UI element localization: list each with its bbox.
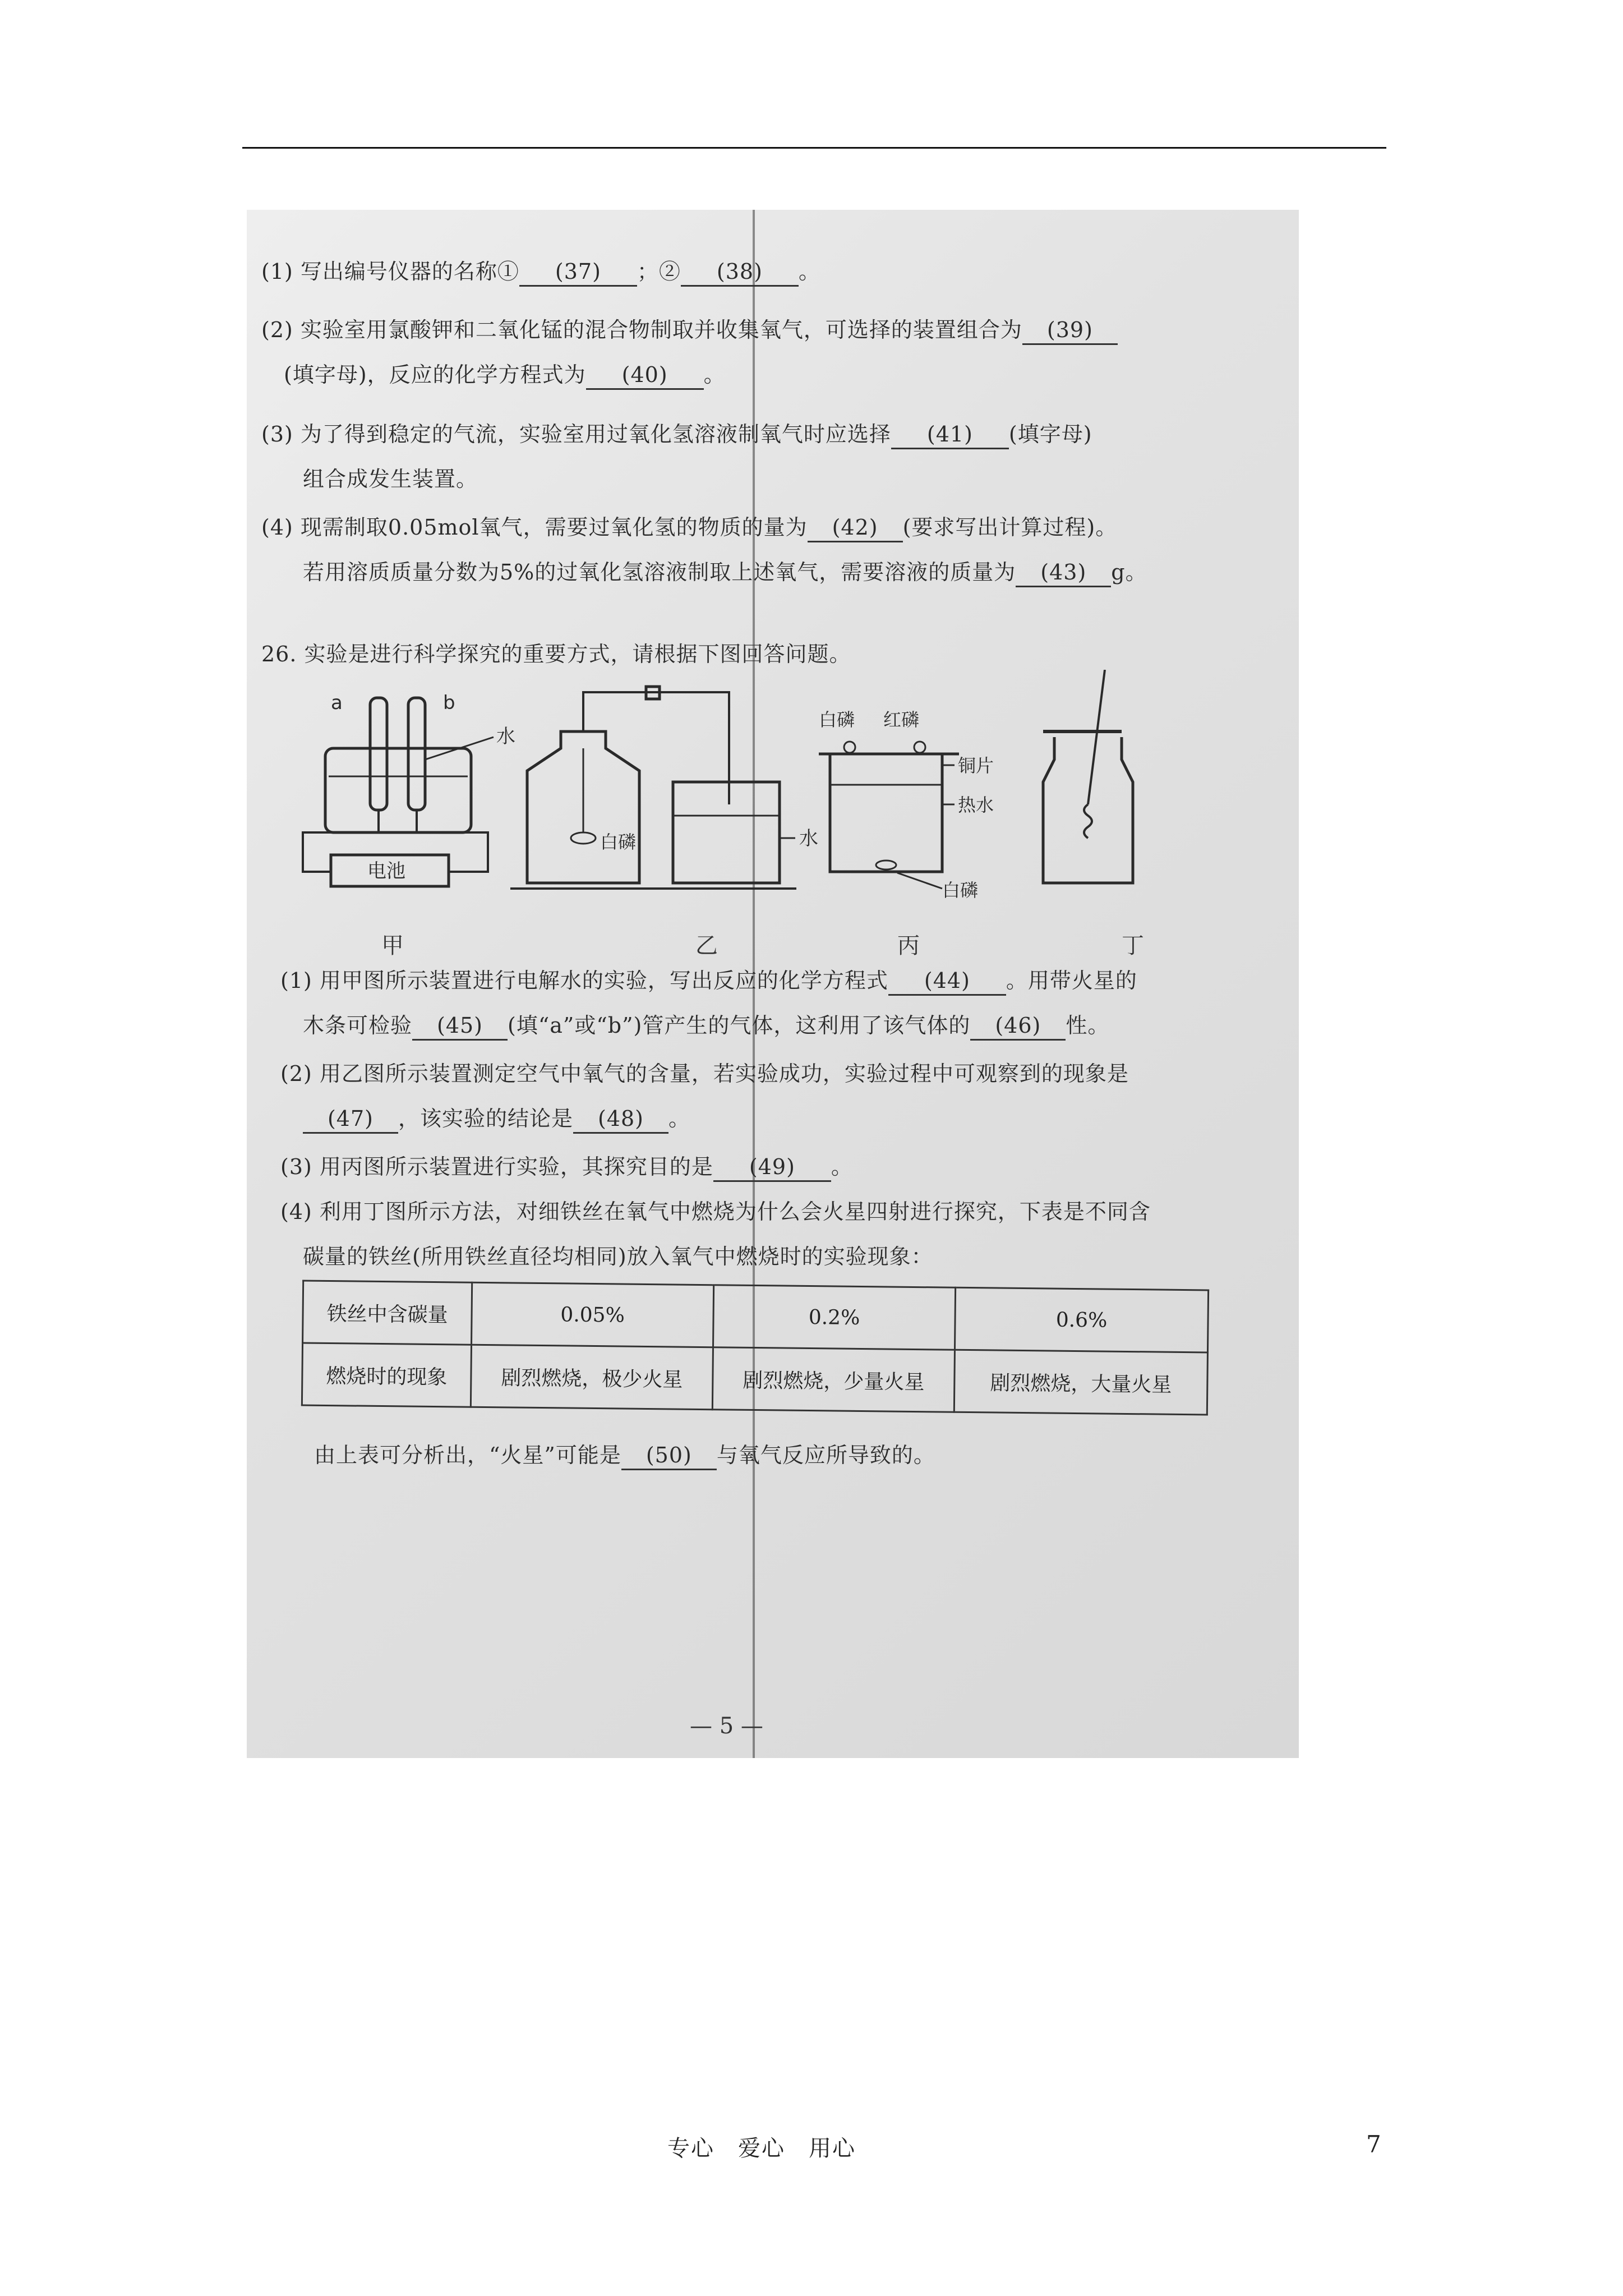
q25-line-1 bbox=[261, 258, 820, 287]
text: (3) 为了得到稳定的气流，实验室用过氧化氢溶液制氧气时应选择 bbox=[261, 422, 891, 447]
text: 。 bbox=[668, 1106, 691, 1131]
blank-38: (38) bbox=[681, 258, 799, 287]
text: 。 bbox=[831, 1154, 853, 1179]
figure-jia bbox=[303, 698, 494, 886]
table-cell: 剧烈燃烧，大量火星 bbox=[954, 1350, 1207, 1415]
text: 木条可检验 bbox=[303, 1013, 413, 1038]
text: ；② bbox=[637, 259, 681, 284]
table-cell: 0.05% bbox=[472, 1282, 714, 1347]
red-p-piece bbox=[914, 742, 925, 753]
blank-39: (39) bbox=[1022, 316, 1118, 345]
text: g。 bbox=[1111, 560, 1147, 585]
header-rule bbox=[242, 147, 1386, 149]
q25-line-5 bbox=[303, 466, 478, 493]
figure-yi bbox=[510, 687, 796, 889]
white-p-piece bbox=[844, 742, 855, 753]
label-water-jia: 水 bbox=[496, 725, 515, 748]
text: ，该实验的结论是 bbox=[398, 1106, 574, 1131]
text: 。用带火星的 bbox=[1006, 968, 1137, 993]
text: (2) 用乙图所示装置测定空气中氧气的含量，若实验成功，实验过程中可观察到的现象是 bbox=[280, 1061, 1129, 1086]
table-cell: 铁丝中含碳量 bbox=[303, 1281, 472, 1345]
pointer-white-p2 bbox=[897, 873, 942, 889]
q26-line-8 bbox=[314, 1442, 935, 1470]
text: (1) 写出编号仪器的名称① bbox=[261, 259, 519, 284]
blank-45: (45) bbox=[412, 1012, 508, 1041]
text: (填字母)，反应的化学方程式为 bbox=[284, 362, 586, 387]
blank-46: (46) bbox=[970, 1012, 1066, 1041]
label-hot-water: 热水 bbox=[958, 794, 994, 816]
text: 碳量的铁丝(所用铁丝直径均相同)放入氧气中燃烧时的实验现象： bbox=[303, 1244, 933, 1269]
text: 26. 实验是进行科学探究的重要方式，请根据下图回答问题。 bbox=[261, 642, 851, 666]
table-cell: 燃烧时的现象 bbox=[302, 1343, 471, 1407]
label-copper: 铜片 bbox=[958, 755, 994, 776]
tube-b bbox=[408, 698, 425, 810]
q26-line-4 bbox=[303, 1105, 690, 1134]
label-battery: 电池 bbox=[367, 860, 405, 882]
q26-line-3 bbox=[280, 1060, 1129, 1087]
caption-yi: 乙 bbox=[695, 933, 718, 959]
carbon-content-table bbox=[301, 1280, 1209, 1416]
text: 组合成发生装置。 bbox=[303, 467, 478, 491]
blank-40: (40) bbox=[586, 361, 704, 390]
q25-line-7 bbox=[303, 559, 1147, 587]
text: 。 bbox=[703, 362, 726, 387]
text: (2) 实验室用氯酸钾和二氧化锰的混合物制取并收集氧气，可选择的装置组合为 bbox=[261, 318, 1022, 342]
text: (4) 利用丁图所示方法，对细铁丝在氧气中燃烧为什么会火星四射进行探究，下表是不同含 bbox=[280, 1199, 1151, 1224]
table-cell: 0.6% bbox=[955, 1287, 1208, 1352]
figure-ding bbox=[1043, 670, 1133, 883]
label-white-p-bing: 白磷 bbox=[819, 709, 855, 730]
label-white-p-yi: 白磷 bbox=[600, 831, 637, 853]
text: 若用溶质质量分数为5%的过氧化氢溶液制取上述氧气，需要溶液的质量为 bbox=[303, 560, 1016, 585]
table-cell: 剧烈燃烧，少量火星 bbox=[712, 1347, 955, 1412]
footer-motto: 专心 爱心 用心 bbox=[667, 2136, 856, 2161]
water-trough bbox=[325, 748, 471, 832]
text: (1) 用甲图所示装置进行电解水的实验，写出反应的化学方程式 bbox=[280, 968, 888, 993]
q25-line-6 bbox=[261, 514, 1117, 542]
q26-line-2 bbox=[303, 1012, 1109, 1041]
blank-41: (41) bbox=[891, 421, 1009, 449]
wire-coil bbox=[1084, 804, 1092, 838]
table-row bbox=[302, 1343, 1207, 1415]
tube-a bbox=[370, 698, 387, 810]
blank-37: (37) bbox=[519, 258, 637, 287]
blank-47: (47) bbox=[303, 1105, 398, 1134]
text: (要求写出计算过程)。 bbox=[902, 515, 1118, 540]
q26-line-5 bbox=[280, 1153, 853, 1182]
label-a: a bbox=[331, 692, 343, 714]
label-water-yi: 水 bbox=[799, 827, 818, 850]
footer-page-number: 7 bbox=[1366, 2131, 1381, 2158]
iron-wire bbox=[1088, 670, 1105, 804]
white-p-underwater bbox=[876, 861, 896, 869]
spoon-bowl bbox=[571, 832, 596, 844]
text: 。 bbox=[798, 259, 820, 284]
q26-line-6 bbox=[280, 1198, 1151, 1225]
q25-line-2 bbox=[261, 316, 1118, 345]
figure-bing bbox=[819, 742, 959, 889]
blank-48: (48) bbox=[573, 1105, 668, 1134]
q25-line-3 bbox=[284, 361, 726, 390]
experiment-figures bbox=[247, 670, 1299, 905]
text: (填字母) bbox=[1008, 422, 1092, 447]
blank-50: (50) bbox=[621, 1442, 717, 1470]
label-red-p: 红磷 bbox=[883, 709, 920, 730]
q26-line-7 bbox=[303, 1243, 933, 1270]
caption-bing: 丙 bbox=[897, 933, 920, 959]
text: 与氧气反应所导致的。 bbox=[716, 1443, 935, 1467]
q25-line-4 bbox=[261, 421, 1092, 449]
blank-42: (42) bbox=[808, 514, 903, 542]
caption-jia: 甲 bbox=[381, 933, 404, 959]
caption-ding: 丁 bbox=[1122, 933, 1144, 959]
text: 由上表可分析出，“火星”可能是 bbox=[314, 1443, 621, 1467]
scan-page-number: — 5 — bbox=[690, 1713, 763, 1739]
beaker-bing bbox=[830, 754, 942, 872]
q26-intro bbox=[261, 641, 851, 668]
q26-line-1 bbox=[280, 967, 1137, 996]
table-cell: 0.2% bbox=[713, 1285, 956, 1350]
blank-49: (49) bbox=[713, 1153, 831, 1182]
blank-43: (43) bbox=[1016, 559, 1111, 587]
scanned-page bbox=[247, 210, 1299, 1758]
text: (填“a”或“b”)管产生的气体，这利用了该气体的 bbox=[508, 1013, 971, 1038]
blank-44: (44) bbox=[888, 967, 1006, 996]
table-cell: 剧烈燃烧，极少火星 bbox=[471, 1345, 713, 1410]
text: (4) 现需制取0.05mol氧气，需要过氧化氢的物质的量为 bbox=[261, 515, 808, 540]
wire-right bbox=[417, 810, 488, 872]
text: (3) 用丙图所示装置进行实验，其探究目的是 bbox=[280, 1154, 713, 1179]
label-b: b bbox=[443, 692, 455, 714]
label-white-p2: 白磷 bbox=[942, 880, 979, 901]
gas-jar bbox=[1043, 737, 1133, 883]
table-row bbox=[303, 1281, 1209, 1352]
text: 性。 bbox=[1066, 1013, 1110, 1038]
beaker-yi bbox=[673, 782, 780, 883]
